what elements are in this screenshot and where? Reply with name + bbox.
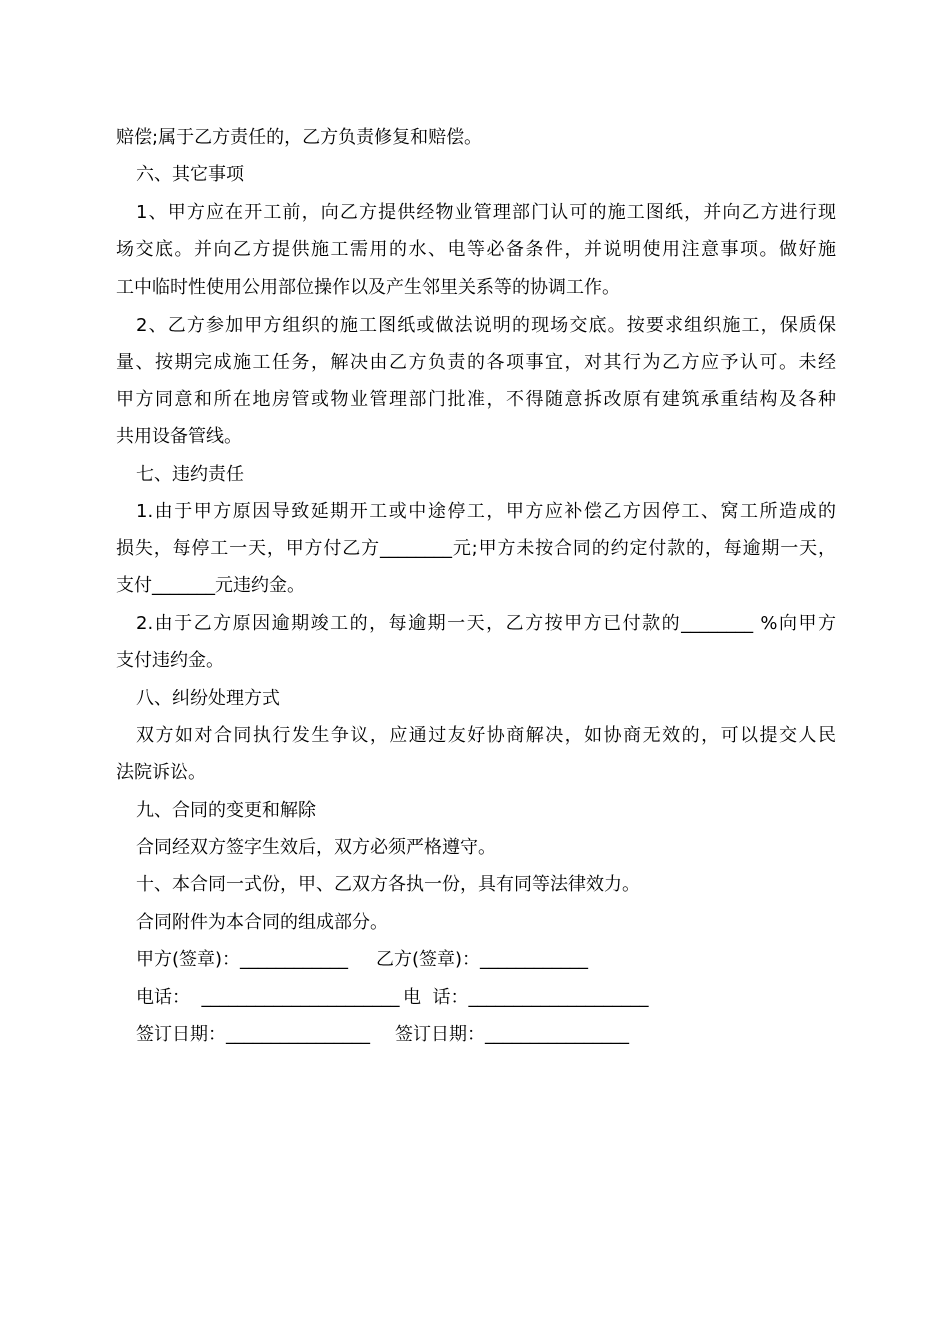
section-heading: 六、其它事项 (136, 164, 244, 185)
party-a-signature: 甲方(签章)：____________ (136, 949, 349, 970)
party-b-sign-date: 签订日期：________________ (395, 1024, 629, 1045)
paragraph-line: 支付_______元违约金。 (116, 575, 305, 596)
paragraph-line: 2、乙方参加甲方组织的施工图纸或做法说明的现场交底。按要求组织施工，保质保 (136, 315, 836, 336)
party-a-sign-date: 签订日期：________________ (136, 1024, 370, 1045)
paragraph-line: 甲方同意和所在地房管或物业管理部门批准，不得随意拆改原有建筑承重结构及各种 (116, 389, 836, 410)
section-heading: 九、合同的变更和解除 (136, 800, 316, 821)
party-a-phone: 电话： ______________________ (136, 987, 400, 1008)
paragraph-line: 共用设备管线。 (116, 426, 242, 447)
paragraph-line: 支付违约金。 (116, 650, 224, 671)
paragraph-line: 场交底。并向乙方提供施工需用的水、电等必备条件，并说明使用注意事项。做好施 (116, 239, 836, 260)
paragraph-line: 法院诉讼。 (116, 762, 206, 783)
paragraph-line: 量、按期完成施工任务，解决由乙方负责的各项事宜，对其行为乙方应予认可。未经 (116, 352, 836, 373)
party-b-phone: 电 话：____________________ (403, 987, 649, 1008)
paragraph-line: 2.由于乙方原因逾期竣工的，每逾期一天，乙方按甲方已付款的________ %向甲方 (136, 613, 836, 634)
section-heading: 八、纠纷处理方式 (136, 688, 280, 709)
paragraph-line: 1.由于甲方原因导致延期开工或中途停工，甲方应补偿乙方因停工、窝工所造成的 (136, 501, 836, 522)
paragraph-line: 赔偿;属于乙方责任的，乙方负责修复和赔偿。 (116, 127, 483, 148)
paragraph-line: 双方如对合同执行发生争议，应通过友好协商解决，如协商无效的，可以提交人民 (136, 725, 836, 746)
paragraph-line: 合同经双方签字生效后，双方必须严格遵守。 (136, 837, 496, 858)
paragraph-line: 十、本合同一式份，甲、乙双方各执一份，具有同等法律效力。 (136, 874, 640, 895)
paragraph-line: 合同附件为本合同的组成部分。 (136, 912, 388, 933)
party-b-signature: 乙方(签章)：____________ (376, 949, 589, 970)
section-heading: 七、违约责任 (136, 464, 244, 485)
paragraph-line: 工中临时性使用公用部位操作以及产生邻里关系等的协调工作。 (116, 277, 620, 298)
paragraph-line: 1、甲方应在开工前，向乙方提供经物业管理部门认可的施工图纸，并向乙方进行现 (136, 202, 836, 223)
paragraph-line: 损失，每停工一天，甲方付乙方________元;甲方未按合同的约定付款的，每逾期一天， (116, 538, 836, 559)
